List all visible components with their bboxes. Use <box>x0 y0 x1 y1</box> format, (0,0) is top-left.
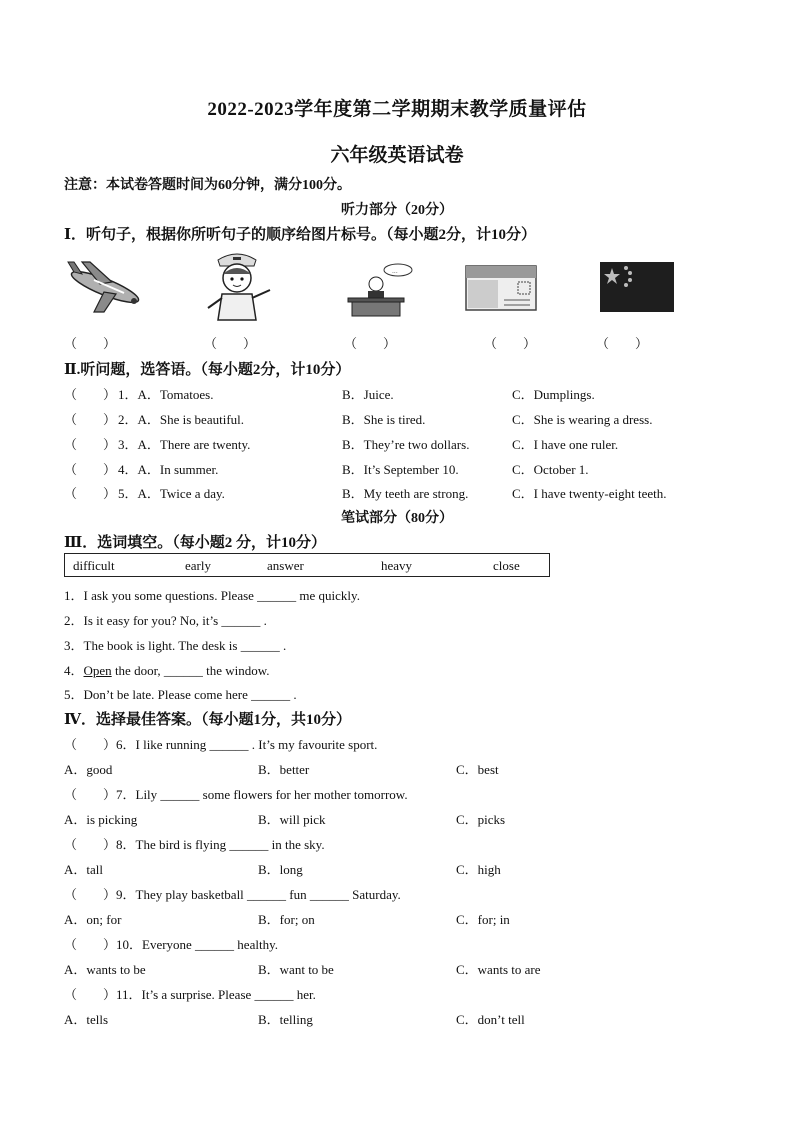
question-paren[interactable]: （ ） <box>64 412 117 427</box>
exam-subtitle: 六年级英语试卷 <box>330 145 464 166</box>
mc-option-b: B．telling <box>258 1012 313 1027</box>
mc-option-b: B．for; on <box>258 912 315 927</box>
mc-option-a: A．is picking <box>64 812 138 827</box>
option-b: B．My teeth are strong. <box>342 486 469 501</box>
mc-option-c: C．don’t tell <box>456 1012 525 1027</box>
option-c: C．She is wearing a dress. <box>512 412 653 427</box>
word-bank-item: close <box>493 558 520 573</box>
answer-blank-3[interactable]: （ ） <box>344 336 397 351</box>
question-paren[interactable]: （ ） <box>64 387 117 402</box>
mc-question: （ ）10．Everyone ______ healthy. <box>64 937 278 952</box>
svg-text:...: ... <box>392 268 398 275</box>
answer-blank-4[interactable]: （ ） <box>484 336 537 351</box>
china-flag-icon <box>600 262 674 312</box>
mc-question: （ ）9．They play basketball ______ fun ______ Saturday. <box>64 887 401 902</box>
nurse-icon <box>198 250 276 322</box>
airplane-icon <box>64 256 146 316</box>
underlined-word: Open <box>83 663 112 678</box>
postcard-icon <box>464 262 538 314</box>
option-a: 2．A．She is beautiful. <box>118 412 245 427</box>
option-b: B．Juice. <box>342 387 394 402</box>
mc-option-b: B．want to be <box>258 962 334 977</box>
fill-item-number: 4． <box>64 663 84 678</box>
option-c: C．Dumplings. <box>512 387 595 402</box>
word-bank-item: answer <box>267 558 304 573</box>
fill-item-4 <box>64 660 270 679</box>
mc-option-c: C．for; in <box>456 912 510 927</box>
option-b: B．It’s September 10. <box>342 462 459 477</box>
mc-question: （ ）8．The bird is flying ______ in the sky. <box>64 837 325 852</box>
answer-blank-5[interactable]: （ ） <box>596 336 649 351</box>
mc-option-a: A．tall <box>64 862 103 877</box>
part3-title: Ⅲ．选词填空。（每小题2 分，计10分） <box>64 535 327 551</box>
mc-option-a: A．tells <box>64 1012 109 1027</box>
fill-item: 1．I ask you some questions. Please ______ me quickly. <box>64 588 360 603</box>
answer-blank-2[interactable]: （ ） <box>204 336 257 351</box>
fill-item-text: the door, ______ the window. <box>111 663 270 678</box>
mc-option-b: B．better <box>258 762 310 777</box>
exam-note: 注意：本试卷答题时间为60分钟，满分100分。 <box>64 178 351 193</box>
fill-item: 2．Is it easy for you? No, it’s ______ . <box>64 613 267 628</box>
option-a: 4．A．In summer. <box>118 462 219 477</box>
mc-option-c: C．picks <box>456 812 506 827</box>
part1-title: Ⅰ．听句子，根据你所听句子的顺序给图片标号。（每小题2分，计10分） <box>64 227 537 243</box>
mc-option-c: C．high <box>456 862 501 877</box>
option-a: 5．A．Twice a day. <box>118 486 225 501</box>
option-c: C．I have one ruler. <box>512 437 619 452</box>
mc-option-b: B．long <box>258 862 303 877</box>
mc-question: （ ）11．It’s a surprise. Please ______ her. <box>64 987 316 1002</box>
question-paren[interactable]: （ ） <box>64 437 117 452</box>
fill-item: 3．The book is light. The desk is ______ . <box>64 638 287 653</box>
answer-blank-1[interactable]: （ ） <box>64 336 117 351</box>
mc-option-c: C．wants to are <box>456 962 541 977</box>
writing-heading: 笔试部分（80分） <box>341 511 453 526</box>
mc-option-a: A．good <box>64 762 113 777</box>
word-bank <box>64 553 550 577</box>
option-a: 3．A．There are twenty. <box>118 437 251 452</box>
mc-option-a: A．wants to be <box>64 962 146 977</box>
listening-heading: 听力部分（20分） <box>341 203 453 218</box>
question-paren[interactable]: （ ） <box>64 486 117 501</box>
student-at-desk-icon <box>340 262 420 318</box>
option-c: C．October 1. <box>512 462 589 477</box>
option-b: B．They’re two dollars. <box>342 437 470 452</box>
mc-option-c: C．best <box>456 762 499 777</box>
question-paren[interactable]: （ ） <box>64 462 117 477</box>
mc-option-b: B．will pick <box>258 812 326 827</box>
mc-question: （ ）7．Lily ______ some flowers for her mother tomorrow. <box>64 787 408 802</box>
fill-item: 5．Don’t be late. Please come here ______ . <box>64 687 297 702</box>
part4-title: Ⅳ．选择最佳答案。（每小题1分，共10分） <box>64 712 352 728</box>
option-a: 1．A．Tomatoes. <box>118 387 214 402</box>
word-bank-item: early <box>185 558 211 573</box>
mc-question: （ ）6．I like running ______ . It’s my favourite sport. <box>64 737 378 752</box>
option-b: B．She is tired. <box>342 412 426 427</box>
part2-title: Ⅱ.听问题，选答语。（每小题2分，计10分） <box>64 362 351 378</box>
option-c: C．I have twenty-eight teeth. <box>512 486 667 501</box>
exam-title: 2022-2023学年度第二学期期末教学质量评估 <box>207 99 587 120</box>
word-bank-item: difficult <box>73 558 115 573</box>
word-bank-item: heavy <box>381 558 413 573</box>
mc-option-a: A．on; for <box>64 912 122 927</box>
